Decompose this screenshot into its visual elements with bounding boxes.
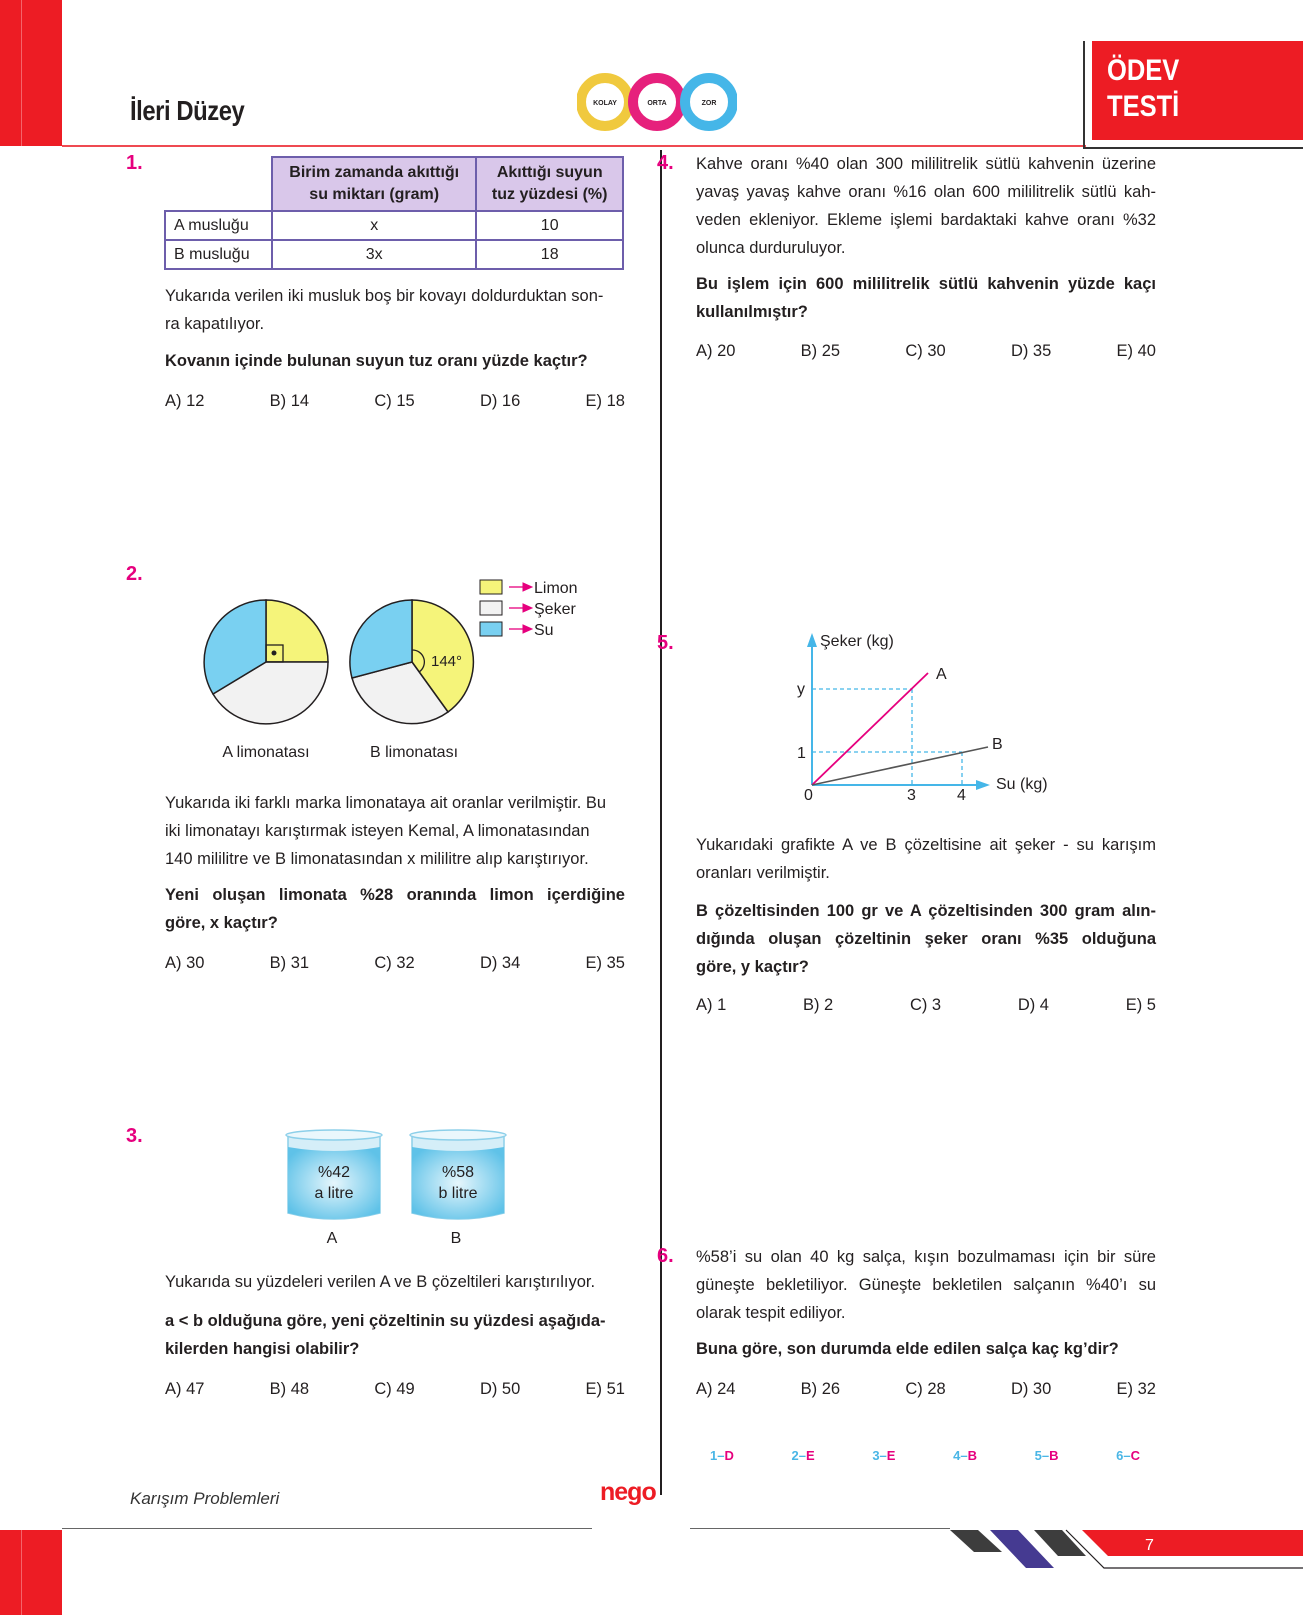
answer-key-item: 1–D xyxy=(710,1448,734,1463)
choice-b[interactable]: B) 48 xyxy=(269,1380,310,1398)
legend-label-limon: Limon xyxy=(534,580,578,597)
choice-d[interactable]: D) 34 xyxy=(479,954,521,972)
level-zor: ZOR xyxy=(701,100,717,107)
footer-topic: Karışım Problemleri xyxy=(130,1489,280,1508)
answer-key xyxy=(710,1448,1140,1463)
question-5-graph xyxy=(780,625,1070,810)
publisher-logo xyxy=(600,1478,682,1512)
x-axis-label: Su (kg) xyxy=(996,776,1048,793)
question-3-text: Yukarıda su yüzdeleri verilen A ve B çözeltileri karıştırılıyor. xyxy=(165,1273,596,1291)
y-tick-y: y xyxy=(797,681,805,698)
beaker-a-label: A xyxy=(326,1230,338,1247)
row-label: A musluğu xyxy=(165,211,272,240)
choice-b[interactable]: B) 2 xyxy=(802,996,834,1014)
beaker-a xyxy=(286,1130,382,1247)
origin-label: 0 xyxy=(804,787,813,804)
answer-key-item: 4–B xyxy=(953,1448,977,1463)
question-5-text: Yukarıdaki grafikte A ve B çözeltisine ait şeker - su karışım oranları verilmiştir. xyxy=(696,836,1156,882)
question-4-number: 4. xyxy=(657,152,674,174)
question-3-prompt: a < b olduğuna göre, yeni çözeltinin su yüzdesi aşağıda- kilerden hangisi olabilir? xyxy=(165,1312,606,1358)
legend-swatch-su xyxy=(480,622,502,636)
choice-d[interactable]: D) 50 xyxy=(479,1380,521,1398)
beaker-a-percent: %42 xyxy=(317,1164,351,1181)
table-row xyxy=(165,211,623,240)
question-5-choices xyxy=(696,996,1156,1015)
footer-stripes xyxy=(950,1528,1303,1598)
question-2-pie-charts xyxy=(195,570,625,770)
answer-key-item: 6–C xyxy=(1116,1448,1140,1463)
y-tick-1: 1 xyxy=(797,745,806,762)
choice-a[interactable]: A) 30 xyxy=(165,954,205,972)
choice-b[interactable]: B) 25 xyxy=(800,342,841,360)
legend-swatch-seker xyxy=(480,601,502,615)
choice-e[interactable]: E) 51 xyxy=(585,1380,625,1398)
question-1-choices xyxy=(165,392,625,411)
choice-e[interactable]: E) 18 xyxy=(585,392,625,410)
level-kolay: KOLAY xyxy=(593,100,617,107)
question-1-prompt: Kovanın içinde bulunan suyun tuz oranı yüzde kaçtır? xyxy=(165,352,588,370)
choice-c[interactable]: C) 15 xyxy=(374,392,415,410)
line-b-label: B xyxy=(992,736,1003,753)
question-2-prompt: Yeni oluşan limonata %28 oranında limon içerdiğine göre, x kaçtır? xyxy=(165,886,625,932)
page-title: İleri Düzey xyxy=(130,95,245,126)
difficulty-levels-logo xyxy=(577,72,737,132)
x-axis-arrow-icon xyxy=(976,780,990,790)
cell-salt: 18 xyxy=(476,240,623,269)
y-axis-arrow-icon xyxy=(807,633,817,647)
column-divider xyxy=(660,150,662,1495)
choice-d[interactable]: D) 4 xyxy=(1017,996,1049,1014)
choice-d[interactable]: D) 30 xyxy=(1010,1380,1052,1398)
question-6-text: %58’i su olan 40 kg salça, kışın bozulmaması için bir süre güneşte bekletiliyor. Güneşte bekletilen salçanın %40’ı su olarak tespit ediliyor. xyxy=(696,1248,1156,1322)
homework-test-badge xyxy=(1083,41,1303,149)
beaker-b-percent: %58 xyxy=(441,1164,475,1181)
question-1-text: Yukarıda verilen iki musluk boş bir kovayı doldurduktan son- ra kapatılıyor. xyxy=(165,287,604,333)
page-number: 7 xyxy=(1145,1537,1154,1554)
beaker-a-volume: a litre xyxy=(314,1185,354,1202)
question-6-prompt: Buna göre, son durumda elde edilen salça kaç kg’dir? xyxy=(696,1340,1119,1358)
question-4-prompt: Bu işlem için 600 mililitrelik sütlü kahvenin yüzde kaçı kullanılmıştır? xyxy=(696,275,1156,321)
choice-c[interactable]: C) 30 xyxy=(905,342,946,360)
question-3-number: 3. xyxy=(126,1125,143,1147)
line-a-label: A xyxy=(936,666,947,683)
choice-a[interactable]: A) 24 xyxy=(696,1380,736,1398)
choice-c[interactable]: C) 28 xyxy=(905,1380,946,1398)
question-2-choices xyxy=(165,954,625,973)
question-2-text: Yukarıda iki farklı marka limonataya ait oranlar verilmiştir. Bu iki limonatayı karıştırmak isteyen Kemal, A limonatasından 140 mililitre ve B limonatasından x mililitre alıp karıştırıyor. xyxy=(165,794,607,868)
choice-e[interactable]: E) 40 xyxy=(1116,342,1156,360)
legend-label-seker: Şeker xyxy=(534,601,576,618)
question-5-prompt: B çözeltisinden 100 gr ve A çözeltisinden 300 gram alın- dığında oluşan çözeltinin şeker oranı %35 olduğuna göre, y kaçtır? xyxy=(696,902,1156,976)
legend xyxy=(480,580,578,639)
page-number-bar xyxy=(1082,1530,1303,1556)
choice-b[interactable]: B) 14 xyxy=(269,392,310,410)
choice-e[interactable]: E) 32 xyxy=(1116,1380,1156,1398)
table-header-salt: Akıttığı suyun tuz yüzdesi (%) xyxy=(476,157,623,211)
header-divider xyxy=(62,145,1086,147)
question-2-number: 2. xyxy=(126,563,143,585)
arrow-right-icon xyxy=(509,583,532,633)
question-6-number: 6. xyxy=(657,1245,674,1267)
x-tick-3: 3 xyxy=(907,787,916,804)
choice-b[interactable]: B) 31 xyxy=(269,954,310,972)
cell-amount: 3x xyxy=(272,240,476,269)
choice-c[interactable]: C) 49 xyxy=(374,1380,415,1398)
table-row xyxy=(165,240,623,269)
choice-a[interactable]: A) 12 xyxy=(165,392,205,410)
choice-c[interactable]: C) 32 xyxy=(374,954,415,972)
row-label: B musluğu xyxy=(165,240,272,269)
answer-key-item: 3–E xyxy=(872,1448,896,1463)
footer-divider-right xyxy=(690,1528,950,1529)
left-red-bar-top xyxy=(0,0,62,146)
footer-divider-left xyxy=(62,1528,592,1529)
x-tick-4: 4 xyxy=(957,787,966,804)
choice-b[interactable]: B) 26 xyxy=(800,1380,841,1398)
level-orta: ORTA xyxy=(647,100,667,107)
pie-a-label: A limonatası xyxy=(222,744,310,761)
legend-swatch-limon xyxy=(480,580,502,594)
cell-salt: 10 xyxy=(476,211,623,240)
choice-c[interactable]: C) 3 xyxy=(909,996,942,1014)
choice-e[interactable]: E) 35 xyxy=(585,954,625,972)
choice-a[interactable]: A) 1 xyxy=(696,996,727,1014)
question-4-choices xyxy=(696,342,1156,361)
question-1-number: 1. xyxy=(126,152,143,174)
pie-b-label: B limonatası xyxy=(369,744,459,761)
question-5-number: 5. xyxy=(657,632,674,654)
question-3-choices xyxy=(165,1380,625,1399)
beaker-b-volume: b litre xyxy=(438,1185,478,1202)
publisher-name: nego xyxy=(600,1478,656,1506)
choice-d[interactable]: D) 16 xyxy=(479,392,521,410)
choice-d[interactable]: D) 35 xyxy=(1010,342,1052,360)
choice-a[interactable]: A) 20 xyxy=(696,342,736,360)
legend-label-su: Su xyxy=(534,622,554,639)
line-a xyxy=(812,673,928,785)
angle-label: 144° xyxy=(431,653,463,670)
question-3-beakers xyxy=(280,1125,520,1250)
choice-a[interactable]: A) 47 xyxy=(165,1380,205,1398)
table-header-amount: Birim zamanda akıttığı su miktarı (gram) xyxy=(272,157,476,211)
answer-key-item: 5–B xyxy=(1034,1448,1059,1463)
question-4-text: Kahve oranı %40 olan 300 mililitrelik sütlü kahvenin üzerine yavaş yavaş kahve oranı %16 olan 600 mililitrelik sütlü kah- veden ekleniyor. Ekleme işlemi bardaktaki kahve oranı %32 olunca durduruluyor. xyxy=(696,155,1156,257)
question-6-choices xyxy=(696,1380,1156,1399)
choice-e[interactable]: E) 5 xyxy=(1125,996,1156,1014)
cell-amount: x xyxy=(272,211,476,240)
answer-key-item: 2–E xyxy=(791,1448,815,1463)
beaker-b-label: B xyxy=(450,1230,462,1247)
question-1-table xyxy=(164,156,624,270)
left-red-bar-bottom xyxy=(0,1530,62,1615)
badge-line-1: ÖDEV xyxy=(1107,54,1180,87)
badge-line-2: TESTİ xyxy=(1107,90,1180,123)
y-axis-label: Şeker (kg) xyxy=(820,633,894,650)
beaker-b xyxy=(410,1130,506,1247)
